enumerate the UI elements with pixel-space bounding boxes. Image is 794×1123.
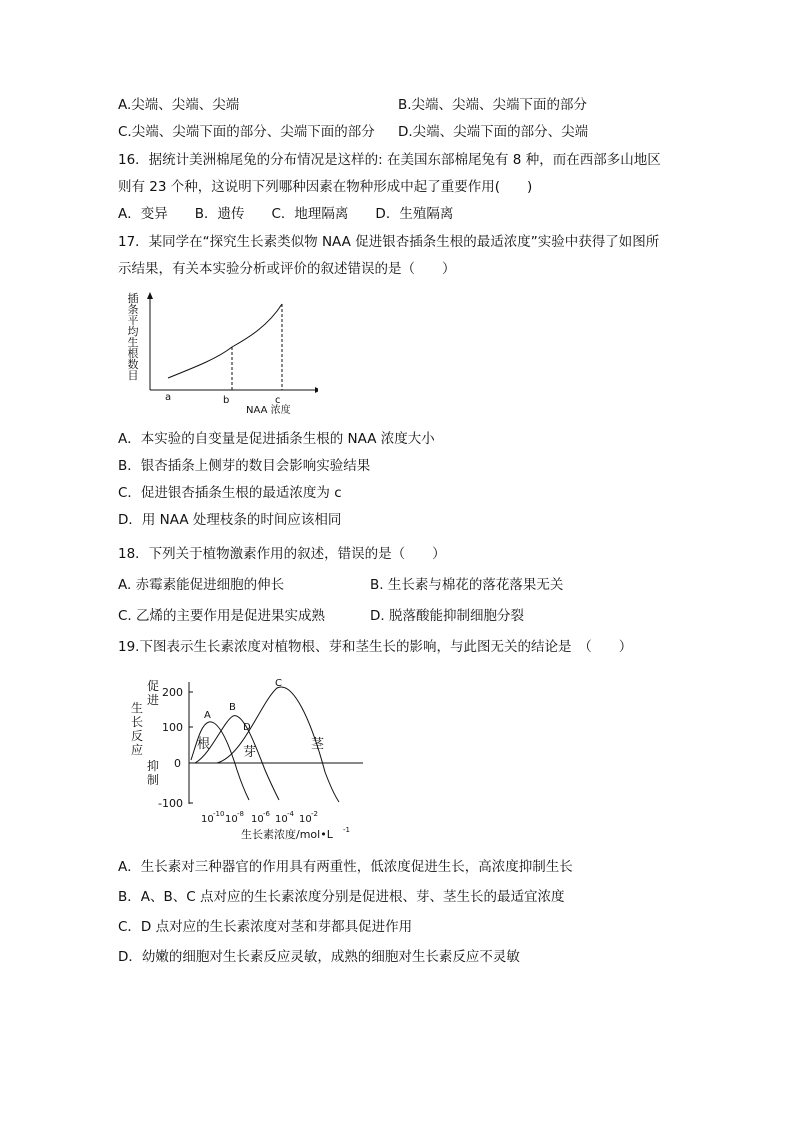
q19-option-c: C．D 点对应的生长素浓度对茎和芽都具促进作用 [118,919,413,935]
q19-xtick-4 [275,810,295,825]
q19-xtick-5 [299,810,318,825]
svg-text:-6: -6 [263,810,270,818]
q19-stem: 19.下图表示生长素浓度对植物根、芽和茎生长的影响，与此图无关的结论是 （ ） [118,639,633,655]
svg-text:10: 10 [225,814,238,825]
q19-xtick-2 [225,810,244,825]
svg-text:-2: -2 [311,810,318,818]
q19-label-bud: 芽 [243,745,257,760]
q18-option-d: D. 脱落酸能抑制细胞分裂 [370,608,524,624]
q19-xtick-3 [251,810,271,825]
q19-auxin-chart [125,672,375,844]
q17-option-d: D．用 NAA 处理枝条的时间应该相同 [118,512,342,528]
q15-option-a: A.尖端、尖端、尖端 [118,97,240,113]
svg-text:-10: -10 [213,810,225,818]
q17-stem-line1: 17．某同学在“探究生长素类似物 NAA 促进银杏插条生根的最适浓度”实验中获得了如图所 [118,234,660,250]
q19-option-b: B．A、B、C 点对应的生长素浓度分别是促进根、芽、茎生长的最适宜浓度 [118,889,565,905]
q17-tick-b: b [223,395,230,406]
q19-option-a: A．生长素对三种器官的作用具有两重性，低浓度促进生长，高浓度抑制生长 [118,859,573,875]
q19-xtick-1 [201,810,224,825]
svg-text:生长素浓度/mol•L: 生长素浓度/mol•L [241,828,333,841]
q17-ylabel-text: 插条平均生根数目 [127,292,139,382]
q17-option-a: A．本实验的自变量是促进插条生根的 NAA 浓度大小 [118,431,435,447]
q19-inhibit-label: 抑制 [146,759,160,787]
q17-x-axis-arrow [315,387,318,393]
svg-text:10: 10 [251,814,264,825]
q17-naa-chart [118,290,318,420]
q17-option-c: C．促进银杏插条生根的最适浓度为 c [118,485,342,501]
svg-text:-8: -8 [237,810,244,818]
svg-text:10: 10 [201,814,214,825]
q19-point-b: B [229,702,236,713]
q19-ytick-100: 100 [162,721,183,734]
q17-option-b: B．银杏插条上侧芽的数目会影响实验结果 [118,458,371,474]
q18-option-b: B. 生长素与棉花的落花落果无关 [370,577,564,593]
q17-stem-line2: 示结果，有关本实验分析或评价的叙述错误的是（ ） [118,261,456,277]
q17-y-axis-arrow [147,292,153,299]
q19-point-c: C [275,678,282,689]
q19-point-d: D [243,722,251,733]
q17-xlabel: NAA 浓度 [246,405,291,416]
q19-promote-label: 促进 [146,679,160,707]
q19-root-curve [191,722,249,800]
q17-tick-a: a [165,392,172,403]
q19-ytick-neg100: -100 [158,797,183,810]
q16-stem-line1: 16．据统计美洲棉尾兔的分布情况是这样的: 在美国东部棉尾兔有 8 种，而在西部多山地区 [118,152,661,168]
svg-text:-4: -4 [287,810,294,818]
q15-option-b: B.尖端、尖端、尖端下面的部分 [398,97,588,113]
q18-option-a: A. 赤霉素能促进细胞的伸长 [118,577,285,593]
q19-bud-curve [195,716,279,800]
q19-ytick-200: 200 [162,686,183,699]
svg-text:10: 10 [299,814,312,825]
q17-tick-c: c [275,395,281,406]
q17-chart-ylabel [128,291,139,382]
q17-response-curve [168,304,282,378]
q19-point-a: A [204,710,211,721]
q18-option-c: C. 乙烯的主要作用是促进果实成熟 [118,608,326,624]
svg-text:-1: -1 [343,826,350,834]
q19-xlabel [241,826,350,841]
q15-option-c: C.尖端、尖端下面的部分、尖端下面的部分 [118,124,375,140]
q19-ytick-0: 0 [174,757,181,770]
q19-label-root: 根 [197,737,211,752]
q19-ylabel-text: 生长反应 [130,701,144,757]
q18-stem: 18．下列关于植物激素作用的叙述，错误的是（ ） [118,546,446,562]
q19-label-stem: 茎 [311,737,325,752]
q19-option-d: D．幼嫩的细胞对生长素反应灵敏，成熟的细胞对生长素反应不灵敏 [118,949,520,965]
svg-text:10: 10 [275,814,288,825]
q16-options: A．变异 B．遗传 C．地理隔离 D．生殖隔离 [118,206,454,222]
q16-stem-line2: 则有 23 个种，这说明下列哪种因素在物种形成中起了重要作用( ) [118,179,533,195]
q15-option-d: D.尖端、尖端下面的部分、尖端 [398,124,589,140]
